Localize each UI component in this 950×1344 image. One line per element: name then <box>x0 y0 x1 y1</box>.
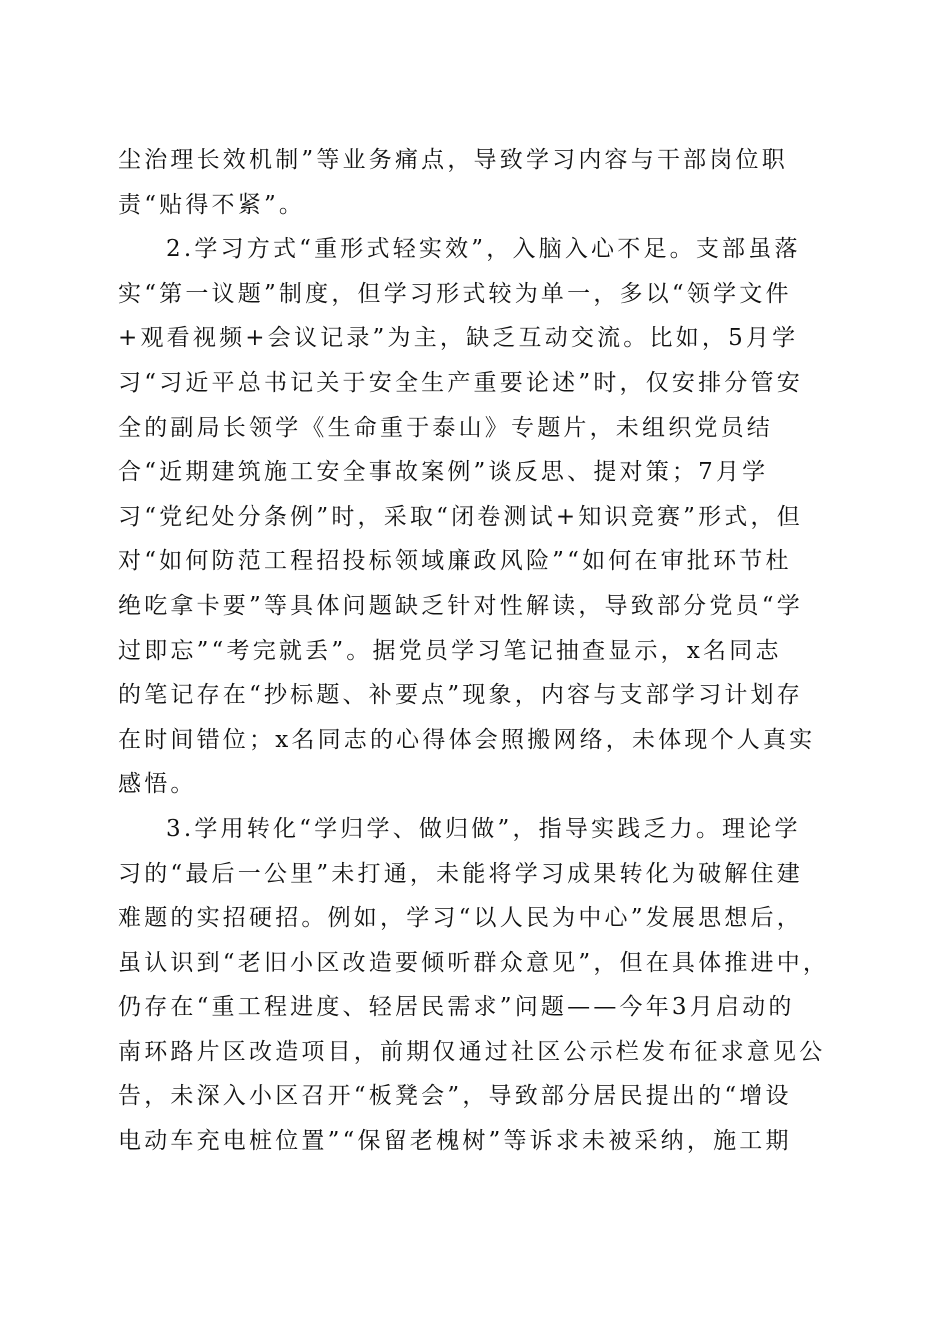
text-line: 电动车充电桩位置”“保留老槐树”等诉求未被采纳，施工期 <box>118 1128 792 1155</box>
body-text <box>118 138 830 1164</box>
text-line: 难题的实招硬招。例如，学习“以人民为中心”发展思想后， <box>118 905 803 932</box>
text-line: +观看视频+会议记录”为主，缺乏互动交流。比如，5月学 <box>118 325 799 352</box>
text-line: 习的“最后一公里”未打通，未能将学习成果转化为破解住建 <box>118 860 803 887</box>
paragraph-heading-2: 2.学习方式“重形式轻实效”，入脑入心不足。支部虽落 <box>166 236 801 263</box>
text-line: 仍存在“重工程进度、轻居民需求”问题——今年3月启动的 <box>118 994 795 1021</box>
text-line: 感悟。 <box>118 771 197 798</box>
text-line: 过即忘”“考完就丢”。据党员学习笔记抽查显示，x名同志 <box>118 637 782 664</box>
text-line: 南环路片区改造项目，前期仅通过社区公示栏发布征求意见公 <box>118 1038 826 1065</box>
text-line: 习“党纪处分条例”时，采取“闭卷测试+知识竞赛”形式，但 <box>118 503 803 530</box>
text-line: 责“贴得不紧”。 <box>118 191 306 218</box>
text-line: 的笔记存在“抄标题、补要点”现象，内容与支部学习计划存 <box>118 682 803 709</box>
text-line: 习“习近平总书记关于安全生产重要论述”时，仅安排分管安 <box>118 369 803 396</box>
text-line: 全的副局长领学《生命重于泰山》专题片，未组织党员结 <box>118 414 773 441</box>
text-line: 合“近期建筑施工安全事故案例”谈反思、提对策；7月学 <box>118 459 769 486</box>
paragraph-heading-3: 3.学用转化“学归学、做归做”，指导实践乏力。理论学 <box>166 815 801 842</box>
text-line: 虽认识到“老旧小区改造要倾听群众意见”，但在具体推进中， <box>118 949 830 976</box>
text-line: 在时间错位；x名同志的心得体会照搬网络，未体现个人真实 <box>118 726 816 753</box>
text-line: 对“如何防范工程招投标领域廉政风险”“如何在审批环节杜 <box>118 548 792 575</box>
text-line: 绝吃拿卡要”等具体问题缺乏针对性解读，导致部分党员“学 <box>118 592 803 619</box>
text-line: 尘治理长效机制”等业务痛点，导致学习内容与干部岗位职 <box>118 147 788 173</box>
text-line: 实“第一议题”制度，但学习形式较为单一，多以“领学文件 <box>118 280 792 307</box>
text-line: 告，未深入小区召开“板凳会”，导致部分居民提出的“增设 <box>118 1083 792 1110</box>
